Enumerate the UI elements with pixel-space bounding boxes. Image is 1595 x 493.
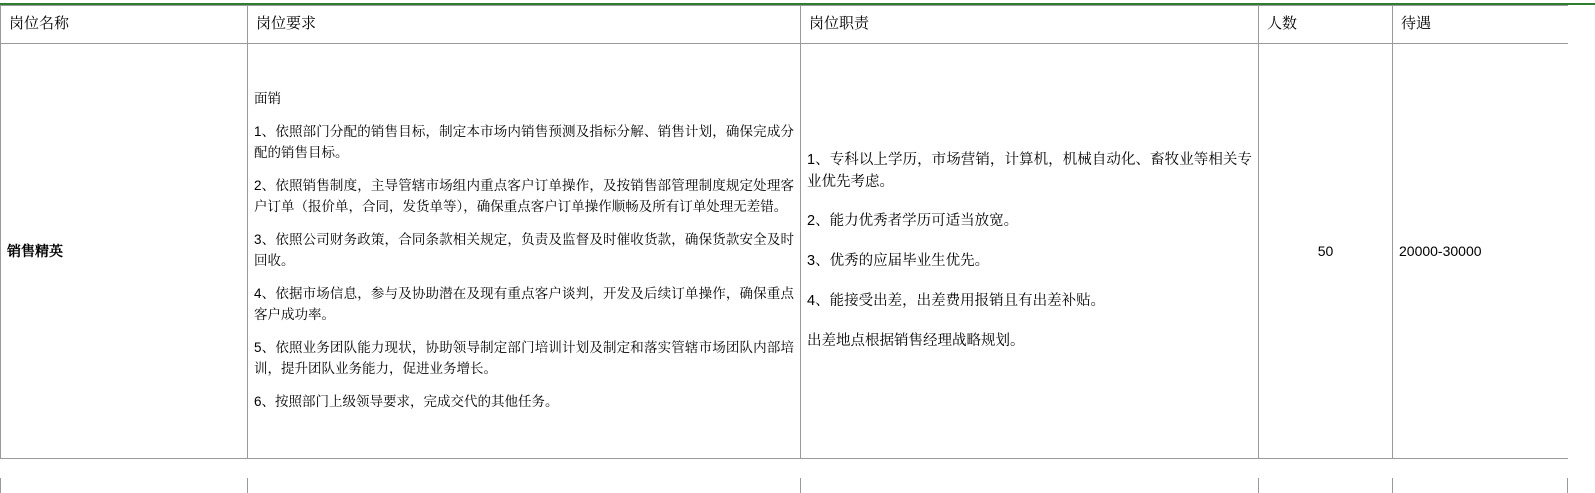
duty-item: 2、能力优秀者学历可适当放宽。 xyxy=(807,213,1019,230)
requirement-item: 3、依照公司财务政策，合同条款相关规定，负责及监督及时催收货款，确保货款安全及时回收。 xyxy=(254,232,794,268)
cell-job-requirements xyxy=(248,44,801,459)
requirement-item: 4、依据市场信息，参与及协助潜在及现有重点客户谈判，开发及后续订单操作，确保重点客户成功率。 xyxy=(254,285,794,322)
requirement-item: 6、按照部门上级领导要求，完成交代的其他任务。 xyxy=(254,393,559,409)
row-below-partial xyxy=(0,478,1568,493)
requirement-item: 1、依照部门分配的销售目标，制定本市场内销售预测及指标分解、销售计划，确保完成分配的销售目标。 xyxy=(254,124,794,161)
cell-salary: 20000-30000 xyxy=(1393,44,1569,459)
header-cell-job-name: 岗位名称 xyxy=(1,6,248,44)
header-cell-job-duties: 岗位职责 xyxy=(801,6,1259,44)
header-cell-salary: 待遇 xyxy=(1393,6,1569,44)
requirements-heading: 面销 xyxy=(254,91,281,107)
duty-item: 4、能接受出差，出差费用报销且有出差补贴。 xyxy=(807,292,1106,309)
duty-item: 出差地点根据销售经理战略规划。 xyxy=(807,332,1025,349)
header-cell-headcount: 人数 xyxy=(1259,6,1393,44)
requirement-item: 2、依照销售制度，主导管辖市场组内重点客户订单操作，及按销售部管理制度规定处理客户订单（报价单，合同，发货单等），确保重点客户订单操作顺畅及所有订单处理无差错。 xyxy=(254,178,794,215)
sheet-right-gutter xyxy=(1568,5,1595,493)
cell-job-title: 销售精英 xyxy=(1,44,248,459)
header-cell-job-requirements: 岗位要求 xyxy=(248,6,801,44)
cell-job-duties xyxy=(801,44,1259,459)
table-row xyxy=(1,44,1569,459)
job-posting-table xyxy=(0,5,1569,459)
duty-item: 3、优秀的应届毕业生优先。 xyxy=(807,253,990,269)
requirement-item: 5、依照业务团队能力现状，协助领导制定部门培训计划及制定和落实管辖市场团队内部培训，提升团队业务能力，促进业务增长。 xyxy=(254,339,794,376)
duty-item: 1、专科以上学历，市场营销，计算机，机械自动化、畜牧业等相关专业优先考虑。 xyxy=(807,151,1252,190)
table-header-row xyxy=(1,6,1569,44)
cell-headcount: 50 xyxy=(1259,44,1393,459)
